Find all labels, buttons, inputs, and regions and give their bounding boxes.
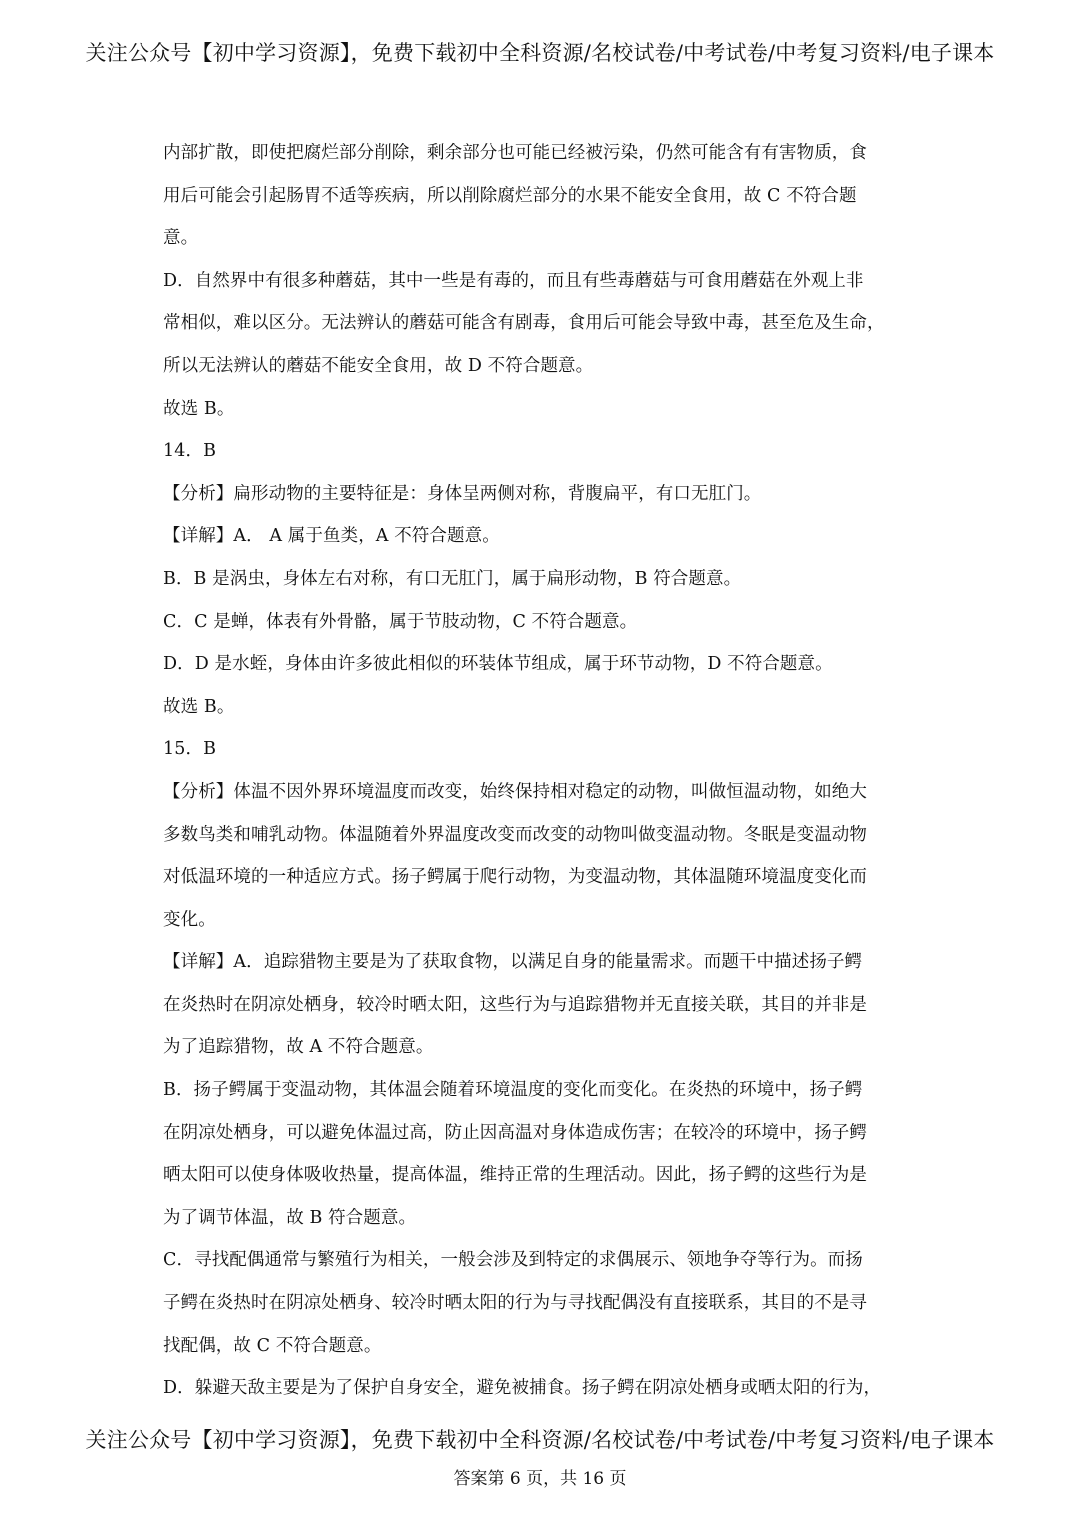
body-line: 为了追踪猎物，故 A 不符合题意。 <box>163 1037 434 1058</box>
body-line: D．躲避天敌主要是为了保护自身安全，避免被捕食。扬子鳄在阴凉处栖身或晒太阳的行为， <box>163 1378 882 1399</box>
body-line: 对低温环境的一种适应方式。扬子鳄属于爬行动物，为变温动物，其体温随环境温度变化而 <box>163 867 867 888</box>
body-line: 多数鸟类和哺乳动物。体温随着外界温度改变而改变的动物叫做变温动物。冬眠是变温动物 <box>163 824 867 845</box>
body-line: 找配偶，故 C 不符合题意。 <box>163 1335 382 1356</box>
body-line: 用后可能会引起肠胃不适等疾病，所以削除腐烂部分的水果不能安全食用，故 C 不符合题 <box>163 185 857 206</box>
body-line: B．B 是涡虫，身体左右对称，有口无肛门，属于扁形动物，B 符合题意。 <box>163 568 742 589</box>
footer-banner: 关注公众号【初中学习资源】，免费下载初中全科资源/名校试卷/中考试卷/中考复习资料/电子课本 <box>85 1428 995 1452</box>
body-line: 在炎热时在阴凉处栖身，较冷时晒太阳，这些行为与追踪猎物并无直接关联，其目的并非是 <box>163 994 867 1015</box>
question-number: 15．B <box>163 739 217 760</box>
explanation-line: 【详解】A． A 属于鱼类，A 不符合题意。 <box>163 526 500 547</box>
answer-body <box>163 132 921 1410</box>
body-line: 意。 <box>163 228 199 249</box>
body-line: 子鳄在炎热时在阴凉处栖身、较冷时晒太阳的行为与寻找配偶没有直接联系，其目的不是寻 <box>163 1293 867 1314</box>
explanation-line: 【详解】A．追踪猎物主要是为了获取食物，以满足自身的能量需求。而题干中描述扬子鳄 <box>163 952 863 973</box>
body-line: B．扬子鳄属于变温动物，其体温会随着环境温度的变化而变化。在炎热的环境中，扬子鳄 <box>163 1080 863 1101</box>
body-line: C．寻找配偶通常与繁殖行为相关，一般会涉及到特定的求偶展示、领地争夺等行为。而扬 <box>163 1250 863 1271</box>
body-line: 为了调节体温，故 B 符合题意。 <box>163 1207 417 1228</box>
body-line: C．C 是蝉，体表有外骨骼，属于节肢动物，C 不符合题意。 <box>163 611 638 632</box>
page-number: 答案第 6 页，共 16 页 <box>453 1469 627 1489</box>
analysis-line: 【分析】扁形动物的主要特征是：身体呈两侧对称，背腹扁平，有口无肛门。 <box>163 483 762 504</box>
header-banner: 关注公众号【初中学习资源】，免费下载初中全科资源/名校试卷/中考试卷/中考复习资料/电子课本 <box>85 41 995 65</box>
body-line: 变化。 <box>163 909 216 930</box>
body-line: 在阴凉处栖身，可以避免体温过高，防止因高温对身体造成伤害；在较冷的环境中，扬子鳄 <box>163 1122 867 1143</box>
body-line: 所以无法辨认的蘑菇不能安全食用，故 D 不符合题意。 <box>163 355 594 376</box>
analysis-line: 【分析】体温不因外界环境温度而改变，始终保持相对稳定的动物，叫做恒温动物，如绝大 <box>163 781 867 802</box>
body-line: D．D 是水蛭，身体由许多彼此相似的环装体节组成，属于环节动物，D 不符合题意。 <box>163 654 833 675</box>
question-number: 14．B <box>163 441 217 462</box>
body-line: 故选 B。 <box>163 398 235 419</box>
body-line: 晒太阳可以使身体吸收热量，提高体温，维持正常的生理活动。因此，扬子鳄的这些行为是 <box>163 1165 867 1186</box>
body-line: D．自然界中有很多种蘑菇，其中一些是有毒的，而且有些毒蘑菇与可食用蘑菇在外观上非 <box>163 270 864 291</box>
body-line: 内部扩散，即使把腐烂部分削除，剩余部分也可能已经被污染，仍然可能含有有害物质，食 <box>163 143 867 163</box>
body-line: 故选 B。 <box>163 696 235 717</box>
body-line: 常相似，难以区分。无法辨认的蘑菇可能含有剧毒，食用后可能会导致中毒，甚至危及生命， <box>163 313 885 334</box>
